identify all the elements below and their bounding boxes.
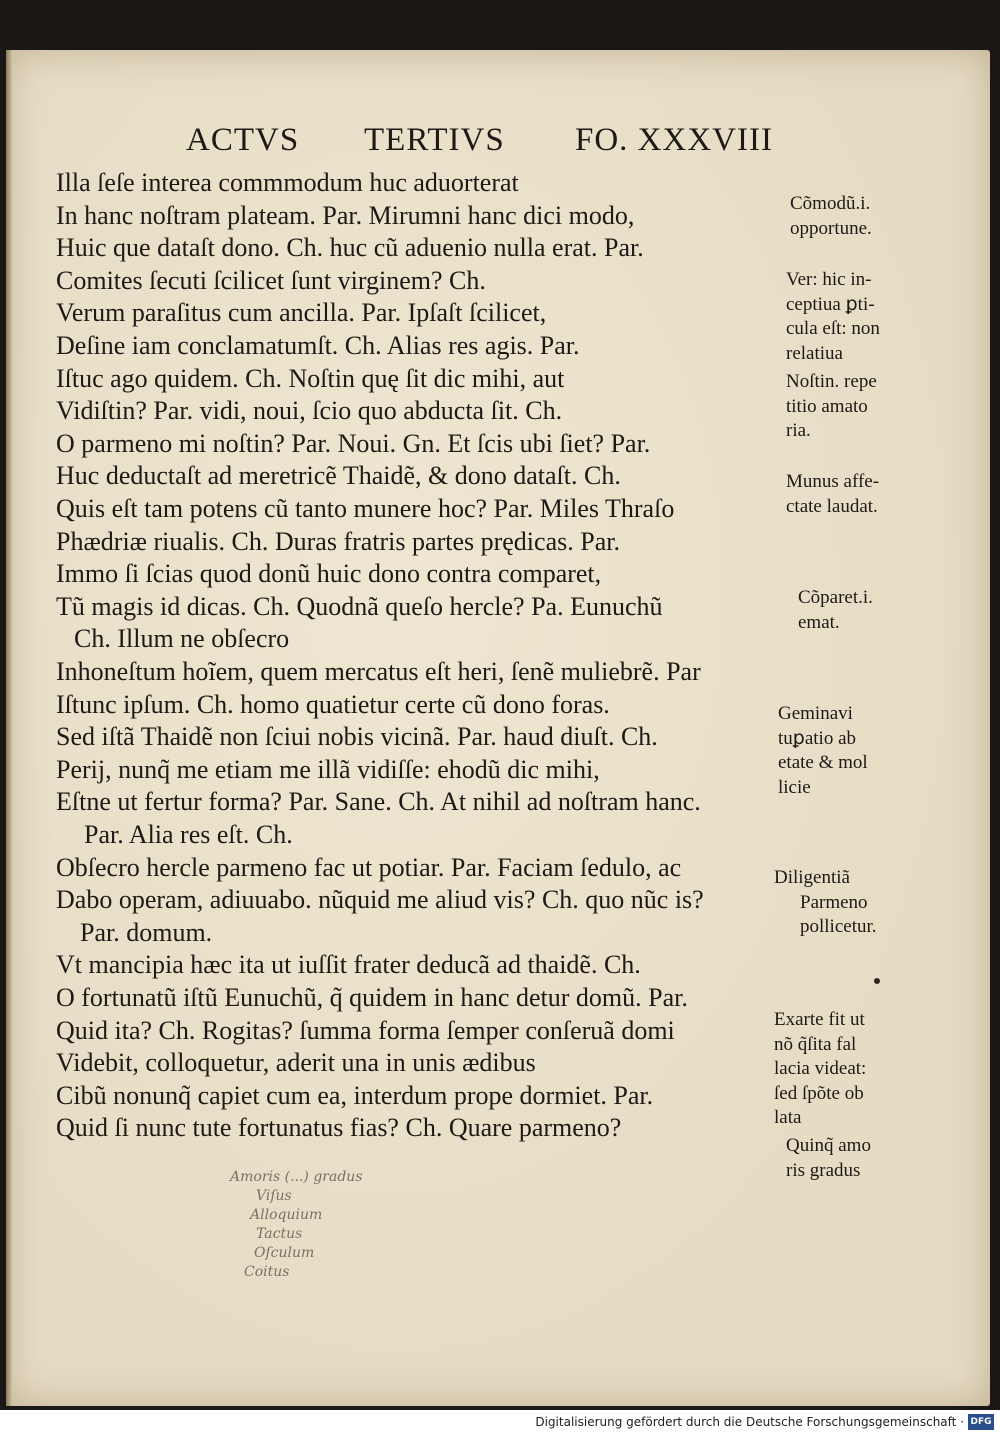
text-line: Obſecro hercle parmeno fac ut potiar. Par. Faciam ſedulo, ac [56, 852, 682, 882]
text-line: Par. Alia res eſt. Ch. [84, 820, 293, 849]
text-line: Iſtuc ago quidem. Ch. Noſtin quę ſit dic mihi, aut [56, 363, 565, 393]
text-line: Videbit, colloquetur, aderit una in unis ædibus [56, 1048, 536, 1078]
text-line: Tũ magis id dicas. Ch. Quodnã queſo hercle? Pa. Eunuchũ [56, 591, 663, 621]
text-line: Quid ſi nunc tute fortunatus fias? Ch. Quare parmeno? [56, 1113, 622, 1143]
margin-note-line: nõ q̃ſita fal [774, 1033, 857, 1055]
margin-note-line: Parmeno [800, 891, 868, 913]
text-line: Vidiſtin? Par. vidi, noui, ſcio quo abducta ſit. Ch. [56, 396, 563, 426]
main-text-block [0, 166, 790, 1176]
margin-note [778, 702, 868, 800]
margin-note-line: ria. [786, 420, 811, 441]
margin-note-line: ris gradus [786, 1159, 861, 1181]
text-line: Immo ſi ſcias quod donũ huic dono contra comparet, [56, 559, 602, 589]
text-line: Eſtne ut fertur forma? Par. Sane. Ch. At nihil ad noſtram hanc. [56, 787, 701, 817]
text-line: Cibũ nonunq̃ capiet cum ea, interdum prope dormiet. Par. [56, 1080, 654, 1110]
handwritten-note-line: Tactus [256, 1226, 303, 1242]
text-line: Illa ſeſe interea commmodum huc aduorterat [56, 168, 519, 197]
margin-note-line: pollicetur. [800, 916, 877, 937]
text-line: Phædriæ riualis. Ch. Duras fratris partes prędicas. Par. [56, 526, 620, 556]
text-line: Vt mancipia hæc ita ut iuſſit frater deducã ad thaidẽ. Ch. [56, 950, 641, 980]
margin-note-line: Quinq̃ amo [786, 1135, 871, 1156]
text-line: O fortunatũ iſtũ Eunuchũ, q̃ quidem in hanc detur domũ. Par. [56, 983, 688, 1012]
text-line: Inhoneſtum hoĩem, quem mercatus eſt heri, ſenẽ muliebrẽ. Par [56, 657, 701, 686]
margin-note-line: ſed ſpõte ob [774, 1082, 864, 1104]
margin-note-line: etate & mol [778, 752, 868, 773]
margin-note-line: lata [774, 1107, 802, 1128]
margin-note-line: cula eſt: non [786, 318, 880, 339]
margin-note-line: lacia videat: [774, 1058, 867, 1079]
margin-note-line: emat. [798, 611, 840, 633]
margin-note [786, 470, 879, 519]
margin-note-line: relatiua [786, 342, 843, 364]
handwritten-note-line: Oſculum [254, 1245, 315, 1261]
text-line: In hanc noſtram plateam. Par. Mirumni hanc dici modo, [56, 200, 635, 230]
text-line: Dabo operam, adiuuabo. nũquid me aliud vis? Ch. quo nũc is? [56, 885, 704, 915]
running-head-tertius: TERTIVS [364, 122, 505, 158]
handwritten-annotation [230, 1168, 450, 1288]
margin-note-line: Exarte fit ut [774, 1009, 865, 1030]
margin-note-line: Geminavi [778, 703, 853, 724]
margin-note [786, 1134, 871, 1183]
margin-note-line: Ver: hic in- [786, 269, 872, 290]
handwritten-note-line: Amoris (...) gradus [230, 1169, 363, 1185]
text-line: Comites ſecuti ſcilicet ſunt virginem? Ch. [56, 265, 486, 295]
text-line: O parmeno mi noſtin? Par. Noui. Gn. Et ſcis ubi ſiet? Par. [56, 428, 651, 458]
text-line: Perij, nunq̃ me etiam me illã vidiſſe: ehodũ dic mihi, [56, 754, 600, 784]
text-line: Huic que dataſt dono. Ch. huc cũ aduenio nulla erat. Par. [56, 233, 644, 263]
footer-bar [0, 1410, 1000, 1436]
text-line: Deſine iam conclamatumſt. Ch. Alias res agis. Par. [56, 331, 580, 360]
text-line: Sed iſtã Thaidẽ non ſciui nobis vicinã. Par. haud diuſt. Ch. [56, 722, 658, 752]
margin-notes [770, 190, 990, 1190]
text-line: Ch. Illum ne obſecro [74, 624, 290, 654]
margin-note-line: Noſtin. repe [786, 371, 877, 392]
margin-note [790, 192, 872, 241]
running-head-act: ACTVS [186, 122, 300, 158]
running-head [0, 122, 1000, 168]
margin-note-line: Diligentiã [774, 867, 850, 888]
text-line: Iſtunc ipſum. Ch. homo quatietur certe cũ dono foras. [56, 689, 610, 719]
margin-note-line: ceptiua ꝑti- [786, 293, 875, 315]
margin-note-line: tuꝑatio ab [778, 727, 857, 749]
margin-note-line: licie [778, 776, 811, 798]
margin-note-line: opportune. [790, 217, 872, 239]
margin-note-line: titio amato [786, 395, 868, 417]
running-head-folio: FO. XXXVIII [575, 122, 773, 158]
margin-note-line: Cõparet.i. [798, 587, 873, 608]
margin-note [786, 370, 877, 444]
text-line: Huc deductaſt ad meretricẽ Thaidẽ, & dono dataſt. Ch. [56, 461, 621, 491]
text-line: Quis eſt tam potens cũ tanto munere hoc? Par. Miles Thraſo [56, 494, 675, 523]
handwritten-note-line: Alloquium [250, 1207, 323, 1223]
margin-note [798, 586, 873, 635]
margin-note [786, 268, 880, 366]
margin-note-line: Cõmodũ.i. [790, 193, 871, 214]
text-line: Quid ita? Ch. Rogitas? ſumma forma ſemper conſeruã domi [56, 1015, 675, 1045]
footer-credit: Digitalisierung gefördert durch die Deutsche Forschungsgemeinschaft · [535, 1415, 964, 1429]
dfg-logo: DFG [968, 1414, 994, 1430]
handwritten-note-line: Viſus [256, 1188, 292, 1204]
margin-dot [874, 978, 880, 984]
margin-note-line: Munus affe- [786, 471, 880, 492]
margin-note [774, 866, 877, 940]
text-line: Verum paraſitus cum ancilla. Par. Ipſaſt ſcilicet, [56, 298, 547, 328]
text-line: Par. domum. [80, 917, 213, 947]
handwritten-note-line: Coitus [244, 1264, 290, 1280]
margin-note [774, 1008, 866, 1131]
margin-note-line: ctate laudat. [786, 495, 878, 517]
